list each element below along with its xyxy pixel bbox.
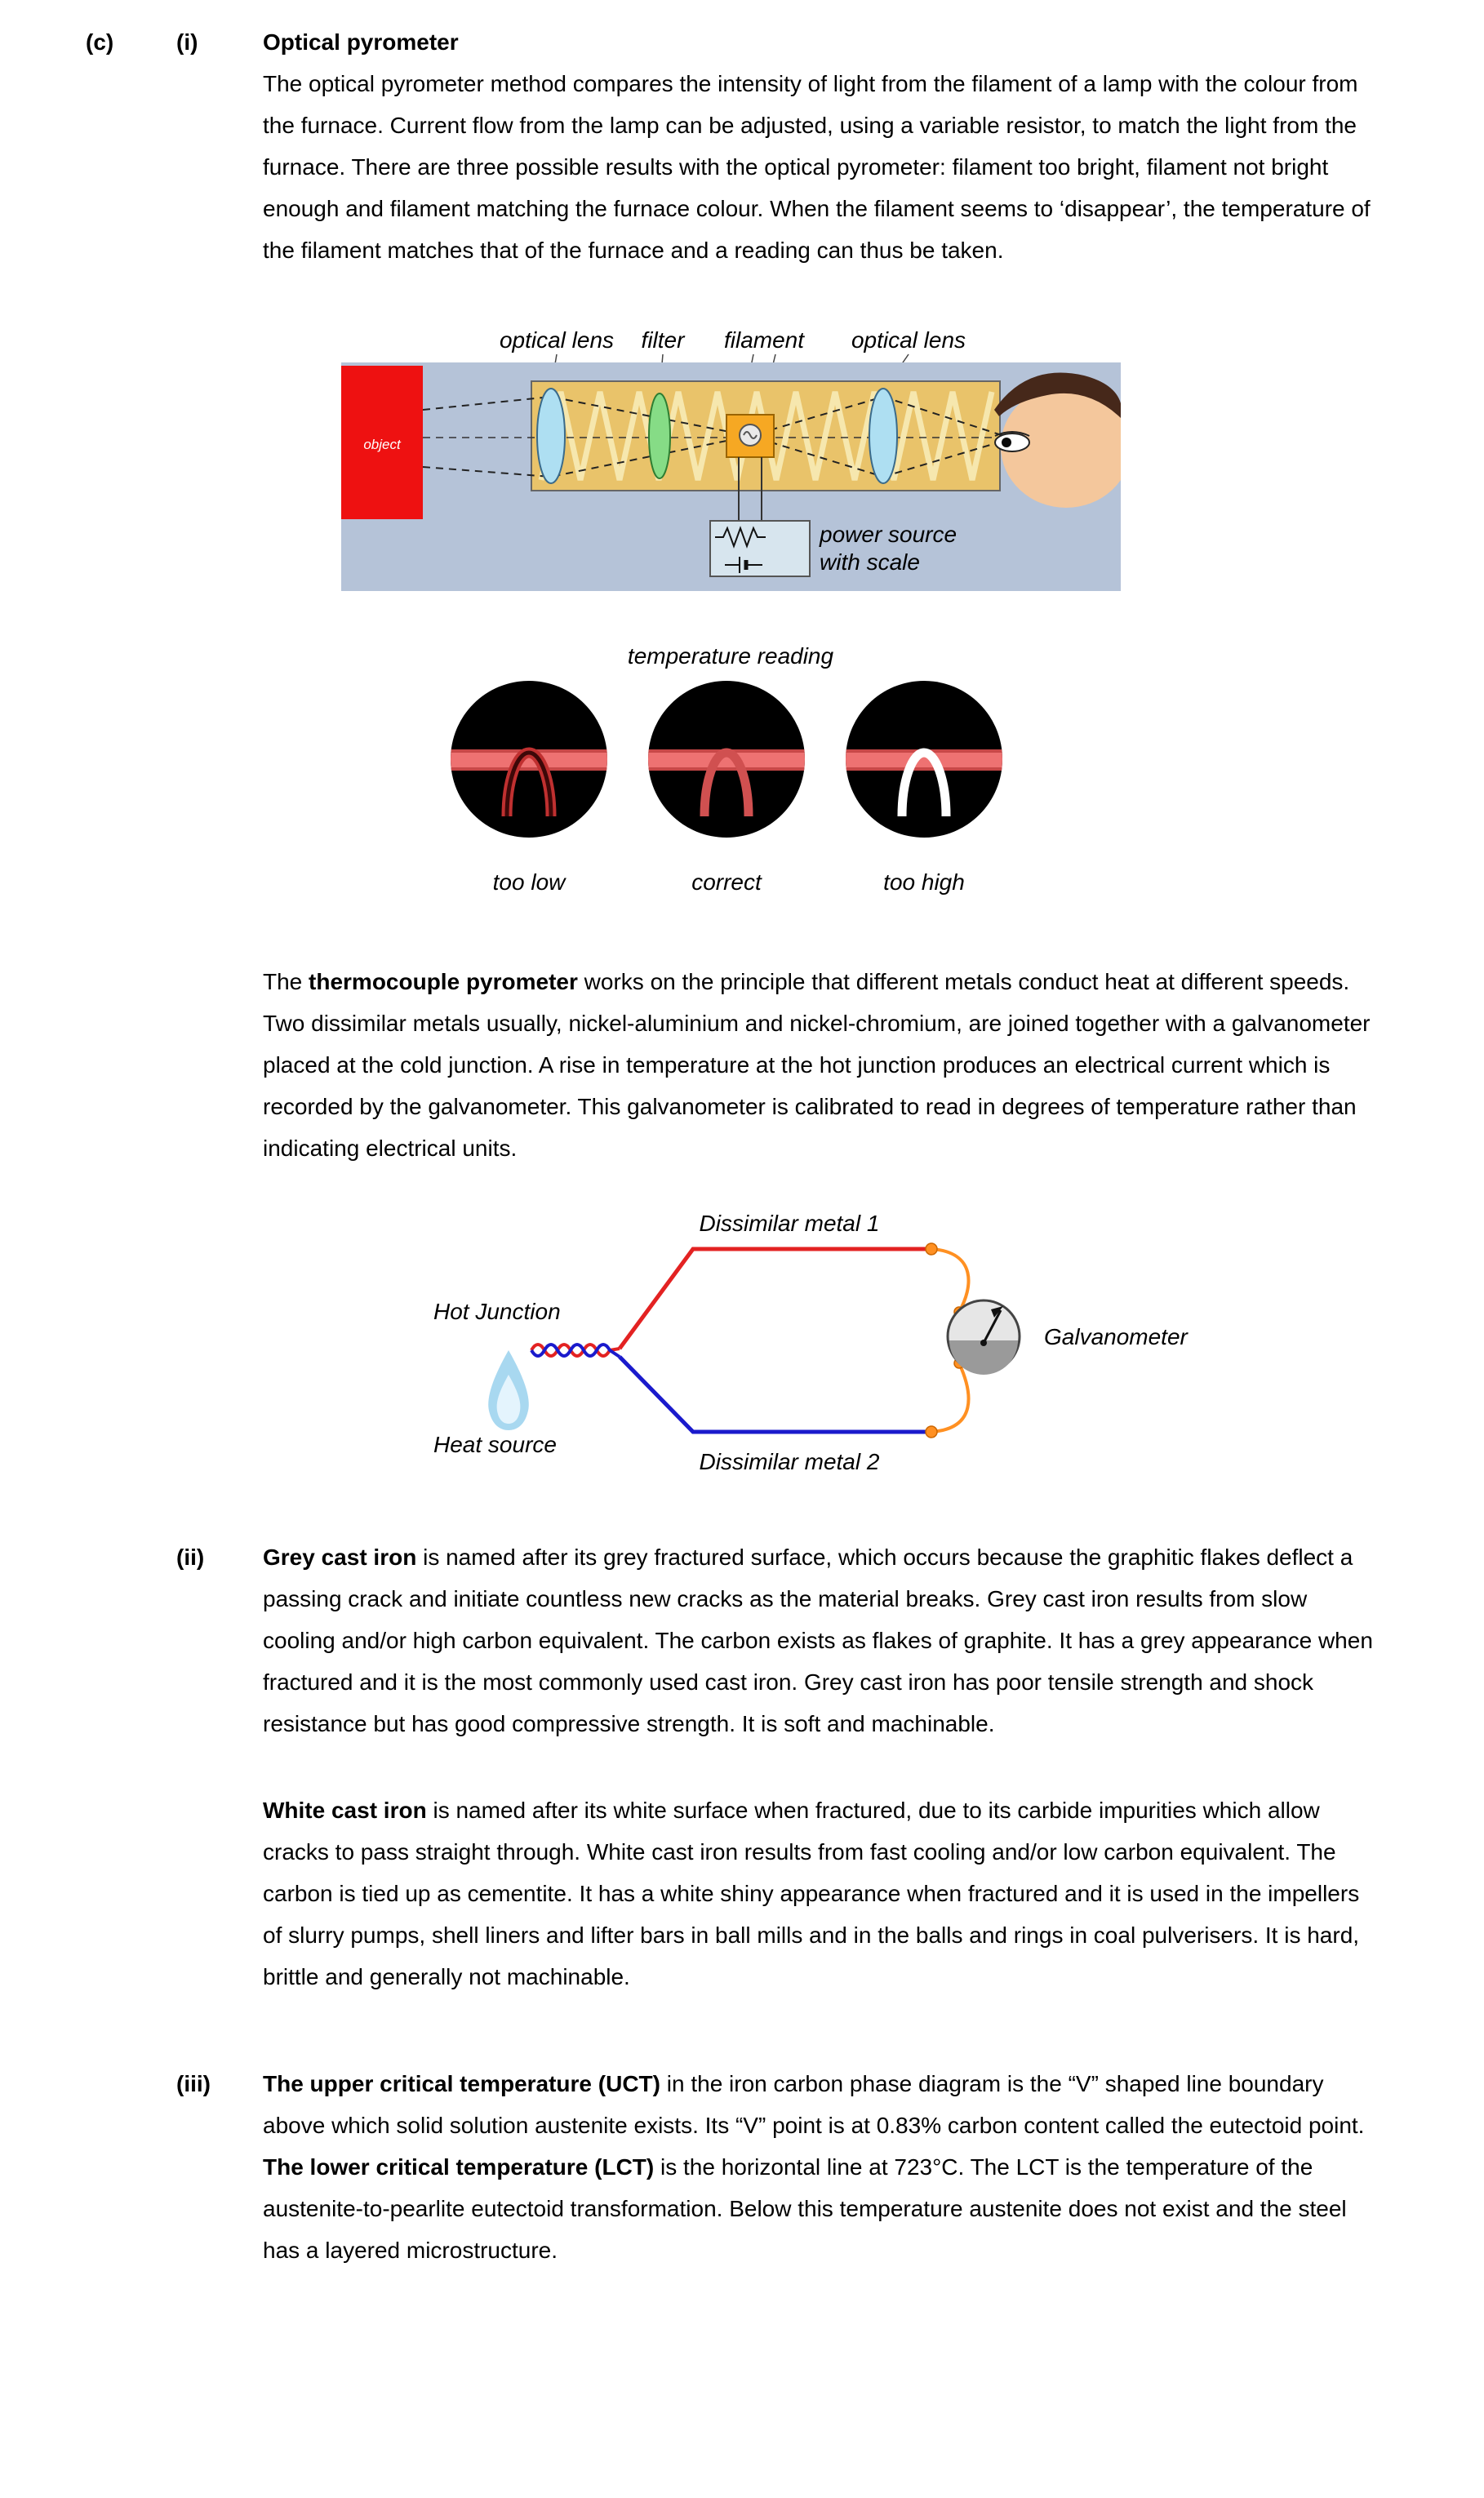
metal1-wire xyxy=(620,1249,931,1349)
label-lens-left: optical lens xyxy=(499,328,615,353)
section-optical-pyrometer xyxy=(0,21,1484,271)
power-source-box xyxy=(710,521,810,576)
flame-icon xyxy=(488,1350,529,1430)
galvanometer-pivot xyxy=(980,1340,987,1346)
lens-right-icon xyxy=(869,389,897,483)
label-lens-right: optical lens xyxy=(851,328,966,353)
label-galvanometer: Galvanometer xyxy=(1044,1324,1188,1349)
optical-pyrometer-content xyxy=(263,21,1380,271)
paragraph-grey-cast-iron: Grey cast iron is named after its grey fractured surface, which occurs because the graphitic flakes deflect a passing crack and initiate countless new cracks as the material breaks. Grey cast iron results from slow cooling and/or high carbon equivalent. The carbon exists as flakes of graphite. It has a grey appearance when fractured and it is the most commonly used cast iron. Grey cast iron has poor tensile strength and shock resistance but has good compressive strength. It is soft and machinable. xyxy=(263,1545,1373,1736)
critical-temperatures-content xyxy=(263,2063,1380,2271)
metal2-wire xyxy=(620,1357,931,1432)
item-label-iii: (iii) xyxy=(176,2071,211,2096)
band-edge-bottom xyxy=(648,767,805,771)
galvanometer-icon xyxy=(948,1300,1020,1375)
eye-pupil xyxy=(1002,438,1011,447)
band-edge-bottom xyxy=(846,767,1002,771)
label-hot-junction: Hot Junction xyxy=(433,1299,561,1324)
heading-optical-pyrometer: Optical pyrometer xyxy=(263,29,459,55)
reading-label-correct: correct xyxy=(691,869,762,895)
connector-wire-top xyxy=(931,1249,969,1312)
lens-left-icon xyxy=(537,389,565,483)
eye-white xyxy=(995,433,1029,451)
label-heat-source: Heat source xyxy=(433,1432,557,1457)
item-label-i: (i) xyxy=(176,29,198,55)
optical-pyrometer-diagram xyxy=(341,328,1121,591)
paragraph-upper-critical-temperature: The upper critical temperature (UCT) in the iron carbon phase diagram is the “V” shaped line boundary above which solid solution austenite exists. Its “V” point is at 0.83% carbon content called the eutectoid point. xyxy=(263,2071,1365,2138)
reading-label-too-high: too high xyxy=(883,869,965,895)
label-filter: filter xyxy=(641,328,685,353)
thermocouple-diagram xyxy=(430,1210,1206,1479)
hot-junction-twist xyxy=(531,1345,620,1357)
paragraph-optical-pyrometer: The optical pyrometer method compares the intensity of light from the filament of a lamp with the colour from the furnace. Current flow from the lamp can be adjusted, using a variable resistor, to match the light from the furnace. There are three possible results with the optical pyrometer: filament too bright, filament not bright enough and filament matching the furnace colour. When the filament seems to ‘disappear’, the temperature of the filament matches that of the furnace and a reading can thus be taken. xyxy=(263,71,1371,263)
paragraph-thermocouple: The thermocouple pyrometer works on the principle that different metals conduct heat at different speeds. Two dissimilar metals usually, nickel-aluminium and nickel-chromium, are joined together with a galvanometer placed at the cold junction. A rise in temperature at the hot junction produces an electrical current which is recorded by the galvanometer. This galvanometer is calibrated to read in degrees of temperature rather than indicating electrical units. xyxy=(263,969,1371,1161)
label-dissimilar-metal-1: Dissimilar metal 1 xyxy=(699,1211,880,1236)
connector-dot-top xyxy=(926,1243,937,1255)
reading-circle-too-low xyxy=(451,681,607,838)
temperature-reading-block xyxy=(449,640,1012,904)
temperature-reading-title: temperature reading xyxy=(627,643,834,669)
optical-pyrometer-figure xyxy=(341,328,1121,591)
paragraph-spacer xyxy=(263,1745,1380,1789)
band-edge-bottom xyxy=(451,767,607,771)
temperature-reading-diagram xyxy=(449,679,1012,904)
item-label-ii: (ii) xyxy=(176,1545,205,1570)
reading-circle-too-high xyxy=(846,681,1002,838)
paragraph-white-cast-iron: White cast iron is named after its white surface when fractured, due to its carbide impurities which allow cracks to pass straight through. White cast iron results from fast cooling and/or low carbon equivalent. The carbon is tied up as cementite. It has a white shiny appearance when fractured and it is used in the impellers of slurry pumps, shell liners and lifter bars in ball mills and in the balls and rings in coal pulverisers. It is hard, brittle and generally not machinable. xyxy=(263,1798,1360,1989)
label-filament: filament xyxy=(723,328,805,353)
object-label: object xyxy=(363,437,401,452)
section-thermocouple xyxy=(0,961,1484,1169)
thermocouple-content xyxy=(263,961,1380,1169)
section-cast-iron xyxy=(0,1536,1484,1998)
connector-wire-bottom xyxy=(931,1363,969,1432)
cast-iron-content xyxy=(263,1536,1380,1998)
connector-dot-bottom xyxy=(926,1426,937,1438)
power-source-label-line1: power source xyxy=(820,522,957,547)
section-critical-temperatures xyxy=(0,2063,1484,2271)
paragraph-lower-critical-temperature: The lower critical temperature (LCT) is the horizontal line at 723°C. The LCT is the temperature of the austenite-to-pearlite eutectoid transformation. Below this temperature austenite does not exist and the steel has a layered microstructure. xyxy=(263,2154,1347,2263)
section-label-c: (c) xyxy=(86,29,114,55)
label-dissimilar-metal-2: Dissimilar metal 2 xyxy=(699,1449,880,1474)
reading-label-too-low: too low xyxy=(492,869,566,895)
thermocouple-figure xyxy=(430,1210,1206,1479)
power-source-label-line2: with scale xyxy=(820,549,920,575)
reading-circle-correct xyxy=(648,681,805,838)
filter-icon xyxy=(649,393,670,478)
